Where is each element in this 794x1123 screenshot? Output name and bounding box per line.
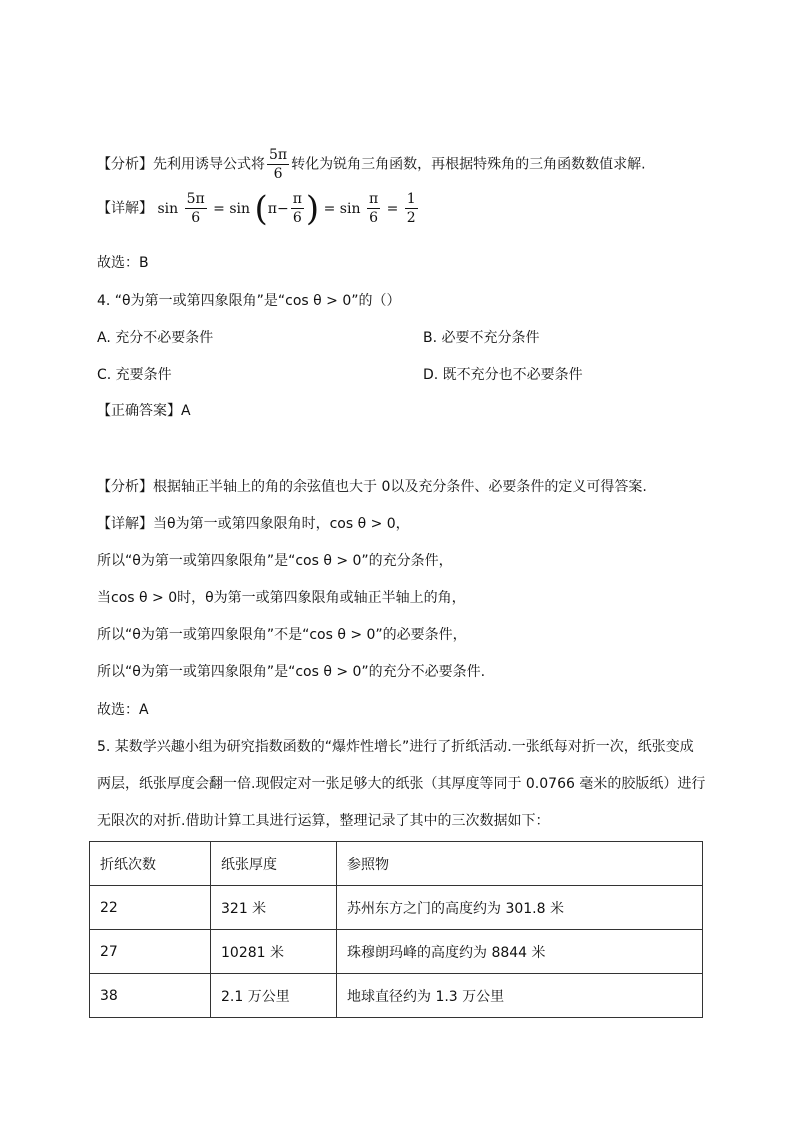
analysis-label: 【分析】 [97, 156, 153, 173]
q4-detail-line: 当cos θ > 0时，θ为第一或第四象限角或轴正半轴上的角， [97, 590, 466, 606]
table-header-row [90, 842, 703, 886]
fraction-pi-over-6: $\frac{\pi}{6}$ [292, 191, 302, 226]
q4-option-c: C. 充要条件 [97, 367, 172, 383]
analysis-text-post: 转化为锐角三角函数，再根据特殊角的三角函数数值求解. [291, 156, 646, 173]
q5-stem-line: 5. 某数学兴趣小组为研究指数函数的“爆炸性增长”进行了折纸活动.一张纸每对折一次，纸张变成 [97, 739, 694, 755]
table-cell: 22 [90, 886, 211, 930]
detail-equation: sin $\frac{5\pi}{6}$ = sin (π− $\frac{\pi}{6}$ ) = sin $\frac{\pi}{6}$ = $\frac{1}{2}$ [157, 188, 416, 229]
table-cell: 苏州东方之门的高度约为 301.8 米 [337, 886, 703, 930]
right-paren: ) [305, 188, 320, 229]
q5-stem-line: 两层，纸张厚度会翻一倍.现假定对一张足够大的纸张（其厚度等同于 0.0766 毫米的胶版纸）进行 [97, 776, 706, 792]
q4-correct-answer: 【正确答案】A [97, 403, 191, 419]
fraction-5pi-over-6: $\frac{5\pi}{6}$ [269, 147, 288, 182]
analysis-text-pre: 先利用诱导公式将 [153, 156, 265, 173]
q4-option-d: D. 既不充分也不必要条件 [423, 367, 583, 383]
q5-stem-line: 无限次的对折.借助计算工具进行运算，整理记录了其中的三次数据如下： [97, 813, 550, 829]
fraction-pi-over-6: $\frac{\pi}{6}$ [368, 191, 379, 226]
fraction-one-half: $\frac{1}{2}$ [406, 191, 416, 226]
table-cell: 地球直径约为 1.3 万公里 [337, 974, 703, 1018]
table-cell: 2.1 万公里 [211, 974, 337, 1018]
q4-answer: 故选：A [97, 702, 149, 718]
table-cell: 321 米 [211, 886, 337, 930]
q4-detail-line: 【详解】当θ为第一或第四象限角时，cos θ > 0， [97, 516, 410, 532]
q4-option-a: A. 充分不必要条件 [97, 330, 214, 346]
table-cell: 27 [90, 930, 211, 974]
q3-analysis [97, 146, 646, 183]
detail-label: 【详解】 [97, 200, 153, 217]
table-row [90, 886, 703, 930]
left-paren: ( [254, 188, 268, 229]
table-cell: 38 [90, 974, 211, 1018]
q4-option-b: B. 必要不充分条件 [423, 330, 540, 346]
q4-detail-line: 所以“θ为第一或第四象限角”不是“cos θ > 0”的必要条件， [97, 627, 467, 643]
fraction-5pi-over-6: $\frac{5\pi}{6}$ [186, 191, 205, 226]
table-cell: 10281 米 [211, 930, 337, 974]
q4-analysis: 【分析】根据轴正半轴上的角的余弦值也大于 0以及充分条件、必要条件的定义可得答案. [97, 479, 647, 495]
folding-data-table [89, 841, 703, 1018]
table-cell: 珠穆朗玛峰的高度约为 8844 米 [337, 930, 703, 974]
table-header-cell: 纸张厚度 [211, 842, 337, 886]
table-row [90, 930, 703, 974]
q3-detail [97, 190, 420, 227]
table-row [90, 974, 703, 1018]
q4-detail-line: 所以“θ为第一或第四象限角”是“cos θ > 0”的充分条件， [97, 553, 453, 569]
q4-detail-line: 所以“θ为第一或第四象限角”是“cos θ > 0”的充分不必要条件. [97, 664, 486, 680]
table-header-cell: 参照物 [337, 842, 703, 886]
table-header-cell: 折纸次数 [90, 842, 211, 886]
q4-stem: 4. “θ为第一或第四象限角”是“cos θ > 0”的（） [97, 293, 401, 309]
q3-answer: 故选：B [97, 255, 149, 271]
